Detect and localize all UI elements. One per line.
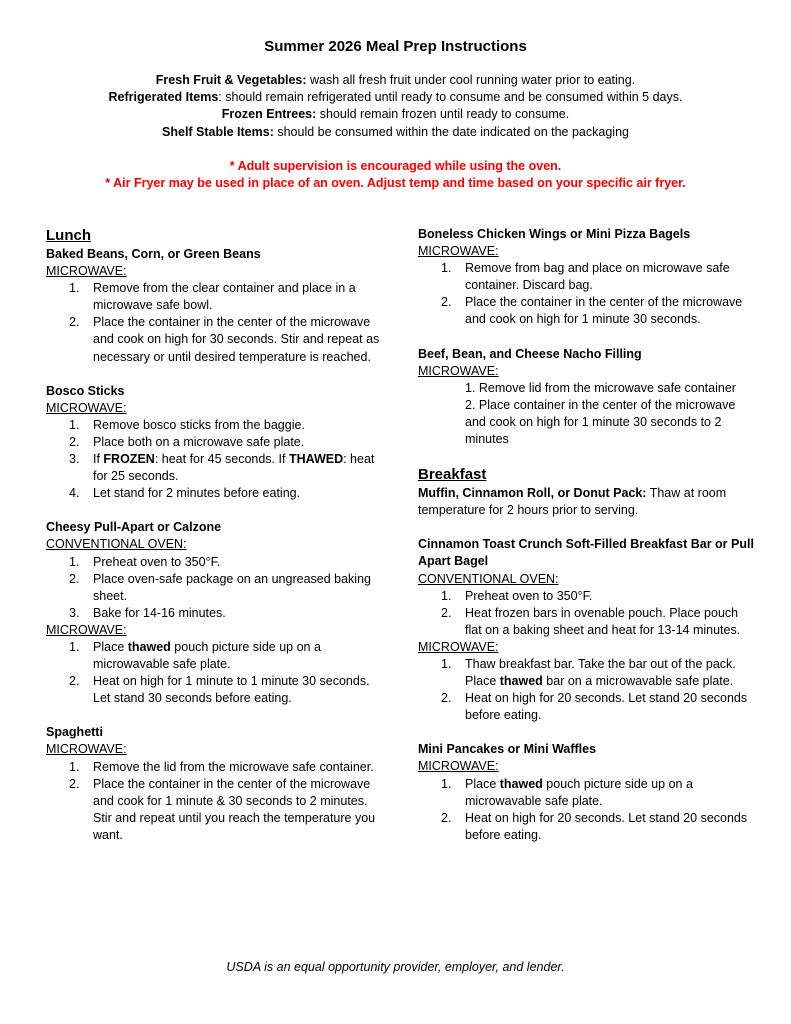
item-title: Spaghetti (46, 725, 103, 740)
item-title: Baked Beans, Corn, or Green Beans (46, 247, 261, 261)
method-label: CONVENTIONAL OVEN: (46, 537, 187, 552)
step: 2. Place the container in the center of the microwave and cook for 1 minute & 30 seconds to 2 minutes. Stir and repeat until you reach the temperature you want. (69, 776, 376, 842)
steps-list (418, 588, 758, 639)
item-title: Cinnamon Toast Crunch Soft-Filled Breakfast Bar or Pull Apart Bagel (418, 537, 754, 569)
steps-list (46, 417, 386, 502)
intro-line-fruit: Fresh Fruit & Vegetables: wash all fresh fruit under cool running water prior to eating. (155, 73, 636, 87)
method-label: MICROWAVE: (418, 639, 499, 654)
intro-line-frozen: Frozen Entrees: should remain frozen until ready to consume. (221, 107, 570, 122)
muffin-instructions: Muffin, Cinnamon Roll, or Donut Pack: Thaw at room temperature for 2 hours prior to serving. (418, 486, 727, 518)
item-title: Mini Pancakes or Mini Waffles (418, 742, 597, 757)
steps-list (46, 759, 386, 844)
method-label: MICROWAVE: (418, 363, 499, 378)
lunch-heading: Lunch (46, 227, 91, 244)
warning-air-fryer: * Air Fryer may be used in place of an oven. Adjust temp and time based on your specific air fryer. (105, 176, 686, 191)
item-pancakes (418, 741, 758, 844)
step: 1. Place thawed pouch picture side up on a microwavable safe plate. (69, 639, 321, 672)
warning-oven: * Adult supervision is encouraged while using the oven. (229, 159, 562, 173)
left-column (46, 226, 386, 861)
item-spaghetti (46, 724, 386, 844)
right-column (418, 226, 758, 861)
storage-guidelines (0, 72, 791, 141)
step: 2. Heat frozen bars in ovenable pouch. Place pouch flat on a baking sheet and heat for 13-14 minutes. (441, 605, 741, 637)
method-label: MICROWAVE: (46, 400, 127, 415)
step: 1. Thaw breakfast bar. Take the bar out of the pack. Place thawed bar on a microwavable safe plate. (441, 656, 736, 689)
steps-list (418, 656, 758, 724)
steps-list (46, 554, 386, 622)
step: 2. Place the container in the center of the microwave and cook on high for 1 minute 30 seconds. (441, 295, 743, 327)
method-label: MICROWAVE: (46, 742, 127, 757)
item-beans (46, 246, 386, 366)
step: 4. Let stand for 2 minutes before eating. (69, 486, 301, 501)
step: 1. Preheat oven to 350°F. (69, 554, 221, 569)
step: 2. Heat on high for 1 minute to 1 minute 30 seconds. Let stand 30 seconds before eating. (69, 674, 370, 706)
steps-list (46, 280, 386, 365)
method-label: MICROWAVE: (46, 622, 127, 637)
step: 1. Remove from the clear container and place in a microwave safe bowl. (69, 281, 356, 313)
steps-list (418, 776, 758, 844)
item-title: Bosco Sticks (46, 383, 125, 398)
item-bosco (46, 383, 386, 503)
breakfast-heading: Breakfast (418, 466, 487, 484)
item-muffin (418, 485, 758, 519)
method-label: MICROWAVE: (46, 264, 127, 279)
step: 1. Preheat oven to 350°F. (441, 588, 593, 603)
steps-list (418, 260, 758, 328)
page-title: Summer 2026 Meal Prep Instructions (264, 38, 527, 55)
method-label: MICROWAVE: (418, 759, 499, 774)
step: 1. Place thawed pouch picture side up on a microwavable safe plate. (441, 776, 693, 808)
step: 2. Heat on high for 20 seconds. Let stand 20 seconds before eating. (441, 810, 748, 842)
step: 2. Heat on high for 20 seconds. Let stand 20 seconds before eating. (441, 691, 748, 723)
item-toast-crunch (418, 536, 758, 724)
footer-disclaimer: USDA is an equal opportunity provider, employer, and lender. (226, 960, 565, 974)
item-title: Boneless Chicken Wings or Mini Pizza Bagels (418, 227, 691, 241)
step: 2. Place both on a microwave safe plate. (69, 434, 305, 449)
item-wings (418, 226, 758, 329)
step: 2. Place oven-safe package on an ungreased baking sheet. (69, 571, 371, 603)
method-label: MICROWAVE: (418, 244, 499, 259)
step: 2. Place the container in the center of the microwave and cook on high for 30 seconds. Stir and repeat as necessary or until desired temperature is reached. (69, 315, 380, 364)
step: 3. Bake for 14-16 minutes. (69, 605, 226, 620)
step: 3. If FROZEN: heat for 45 seconds. If THAWED: heat for 25 seconds. (69, 452, 375, 484)
intro-line-shelf: Shelf Stable Items: should be consumed within the date indicated on the packaging (162, 124, 629, 139)
item-title: Beef, Bean, and Cheese Nacho Filling (418, 346, 642, 361)
step: 2. Place container in the center of the microwave and cook on high for 1 minute 30 seconds to 2 minutes (465, 397, 736, 447)
step: 1. Remove bosco sticks from the baggie. (69, 417, 305, 432)
safety-warnings (0, 158, 791, 192)
step: 1. Remove the lid from the microwave safe container. (69, 759, 374, 774)
item-title: Cheesy Pull-Apart or Calzone (46, 520, 222, 535)
method-label: CONVENTIONAL OVEN: (418, 571, 559, 586)
intro-line-refrigerated: Refrigerated Items: should remain refrigerated until ready to consume and be consumed within 5 days. (108, 90, 683, 105)
step: 1. Remove lid from the microwave safe container (465, 380, 736, 395)
item-calzone (46, 519, 386, 707)
steps-list (46, 639, 386, 707)
item-nacho (418, 346, 758, 449)
step: 1. Remove from bag and place on microwave safe container. Discard bag. (441, 261, 730, 293)
